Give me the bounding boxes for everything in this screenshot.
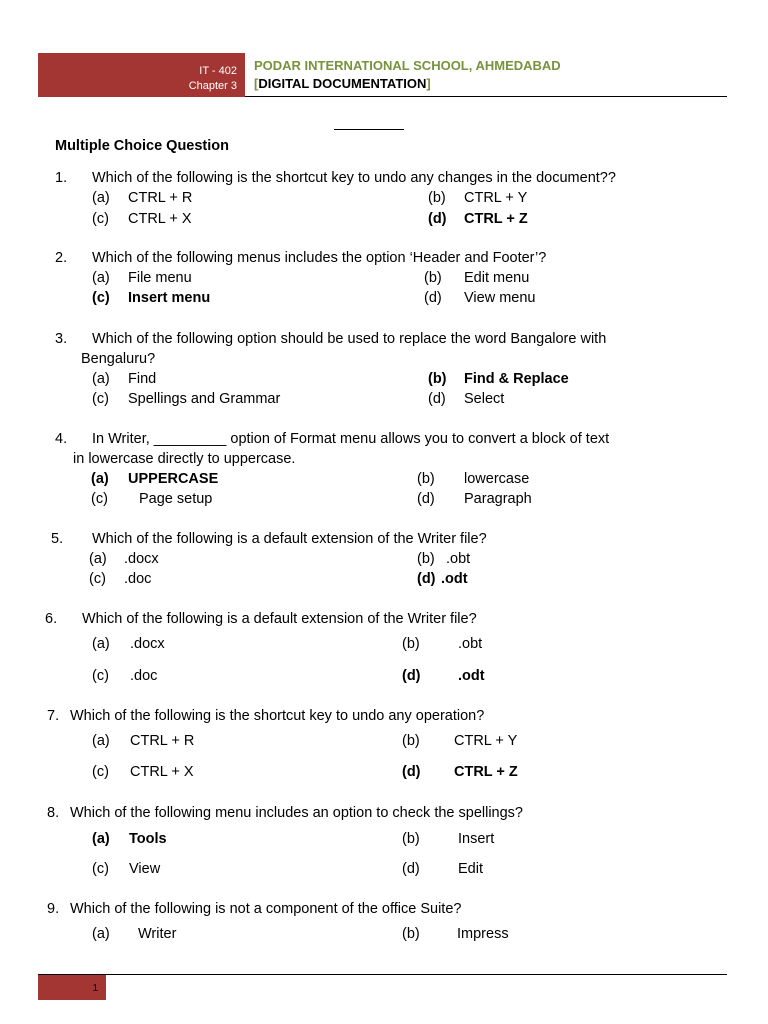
option-label: (b)	[417, 551, 435, 567]
title-blank-line	[334, 129, 404, 130]
option-label: (a)	[92, 733, 110, 749]
option-text: File menu	[128, 270, 192, 286]
correct-option-label: (d)	[428, 211, 447, 227]
correct-option-text: Find & Replace	[464, 371, 569, 387]
option-label: (b)	[428, 190, 446, 206]
question-text-continued: in lowercase directly to uppercase.	[73, 451, 296, 467]
option-text: Page setup	[139, 491, 213, 507]
option-label: (b)	[402, 733, 420, 749]
question-number: 6.	[45, 611, 58, 627]
question-number: 4.	[55, 431, 68, 447]
option-text: CTRL + X	[130, 764, 194, 780]
subject-code: IT - 402	[199, 65, 237, 77]
correct-option-label: (c)	[92, 290, 110, 306]
option-text: CTRL + R	[130, 733, 195, 749]
question-number: 7.	[47, 708, 60, 724]
question-text: Which of the following menus includes the option ‘Header and Footer’?	[92, 250, 547, 266]
option-text: lowercase	[464, 471, 530, 487]
question-number: 5.	[51, 531, 64, 547]
option-label: (b)	[402, 831, 420, 847]
correct-option-label: (a)	[91, 471, 109, 487]
option-label: (c)	[91, 491, 108, 507]
bracket-open: [	[254, 76, 259, 91]
question-number: 1.	[55, 170, 68, 186]
option-text: .docx	[130, 636, 165, 652]
option-label: (d)	[428, 391, 446, 407]
question-text: Which of the following is a default extension of the Writer file?	[92, 531, 487, 547]
correct-option-label: (d)	[402, 668, 421, 684]
option-label: (d)	[402, 861, 420, 877]
option-text: .obt	[446, 551, 471, 567]
option-label: (a)	[89, 551, 107, 567]
option-text: Writer	[138, 926, 177, 942]
option-text: View	[129, 861, 161, 877]
option-label: (c)	[92, 861, 109, 877]
question-text: Which of the following is not a component of the office Suite?	[70, 901, 462, 917]
option-label: (d)	[417, 491, 435, 507]
question-text: Which of the following is a default extension of the Writer file?	[82, 611, 477, 627]
correct-option-text: .odt	[441, 571, 468, 587]
correct-option-text: .odt	[458, 668, 485, 684]
correct-option-text: Insert menu	[128, 290, 211, 306]
option-label: (b)	[417, 471, 435, 487]
option-text: CTRL + Y	[464, 190, 528, 206]
question-text: Which of the following is the shortcut key to undo any operation?	[70, 708, 485, 724]
option-label: (b)	[424, 270, 442, 286]
option-label: (a)	[92, 371, 110, 387]
option-text: .doc	[130, 668, 158, 684]
correct-option-label: (d)	[402, 764, 421, 780]
option-text: Edit menu	[464, 270, 530, 286]
school-name: PODAR INTERNATIONAL SCHOOL, AHMEDABAD	[254, 58, 561, 73]
option-text: Insert	[458, 831, 495, 847]
question-number: 8.	[47, 805, 60, 821]
option-text: CTRL + Y	[454, 733, 518, 749]
option-text: Select	[464, 391, 505, 407]
option-label: (c)	[92, 668, 109, 684]
option-label: (b)	[402, 636, 420, 652]
question-text-continued: Bengaluru?	[81, 351, 156, 367]
chapter-label: Chapter 3	[188, 80, 237, 92]
footer-rule	[38, 974, 727, 975]
bracket-close: ]	[426, 76, 431, 91]
correct-option-text: Tools	[129, 831, 167, 847]
question-text: Which of the following menu includes an option to check the spellings?	[70, 805, 523, 821]
correct-option-label: (b)	[428, 371, 447, 387]
option-label: (c)	[89, 571, 106, 587]
option-label: (d)	[424, 290, 442, 306]
option-label: (a)	[92, 190, 110, 206]
option-text: Spellings and Grammar	[128, 391, 281, 407]
correct-option-label: (d)	[417, 571, 436, 587]
subject-title	[254, 76, 431, 91]
section-title: Multiple Choice Question	[55, 138, 230, 154]
option-text: Impress	[457, 926, 509, 942]
question-text: Which of the following is the shortcut key to undo any changes in the document??	[92, 170, 616, 186]
option-label: (a)	[92, 270, 110, 286]
option-label: (a)	[92, 636, 110, 652]
subject-name: DIGITAL DOCUMENTATION	[258, 76, 427, 91]
option-text: CTRL + X	[128, 211, 192, 227]
header-rule	[245, 96, 727, 97]
option-text: .doc	[124, 571, 152, 587]
option-label: (c)	[92, 211, 109, 227]
option-label: (b)	[402, 926, 420, 942]
question-number: 9.	[47, 901, 60, 917]
footer-band	[38, 975, 106, 1000]
question-text: Which of the following option should be used to replace the word Bangalore with	[92, 331, 607, 347]
correct-option-text: CTRL + Z	[464, 211, 528, 227]
header-band	[38, 53, 245, 97]
question-text: In Writer, _________ option of Format menu allows you to convert a block of text	[92, 431, 610, 447]
correct-option-text: CTRL + Z	[454, 764, 518, 780]
option-label: (a)	[92, 926, 110, 942]
option-text: Find	[128, 371, 157, 387]
option-text: .obt	[458, 636, 483, 652]
correct-option-label: (a)	[92, 831, 110, 847]
option-text: .docx	[124, 551, 159, 567]
option-text: Edit	[458, 861, 483, 877]
correct-option-text: UPPERCASE	[128, 471, 219, 487]
option-text: CTRL + R	[128, 190, 193, 206]
option-label: (c)	[92, 764, 109, 780]
page-number: 1	[92, 983, 98, 994]
option-text: View menu	[464, 290, 536, 306]
option-text: Paragraph	[464, 491, 532, 507]
question-number: 2.	[55, 250, 68, 266]
question-number: 3.	[55, 331, 68, 347]
option-label: (c)	[92, 391, 109, 407]
